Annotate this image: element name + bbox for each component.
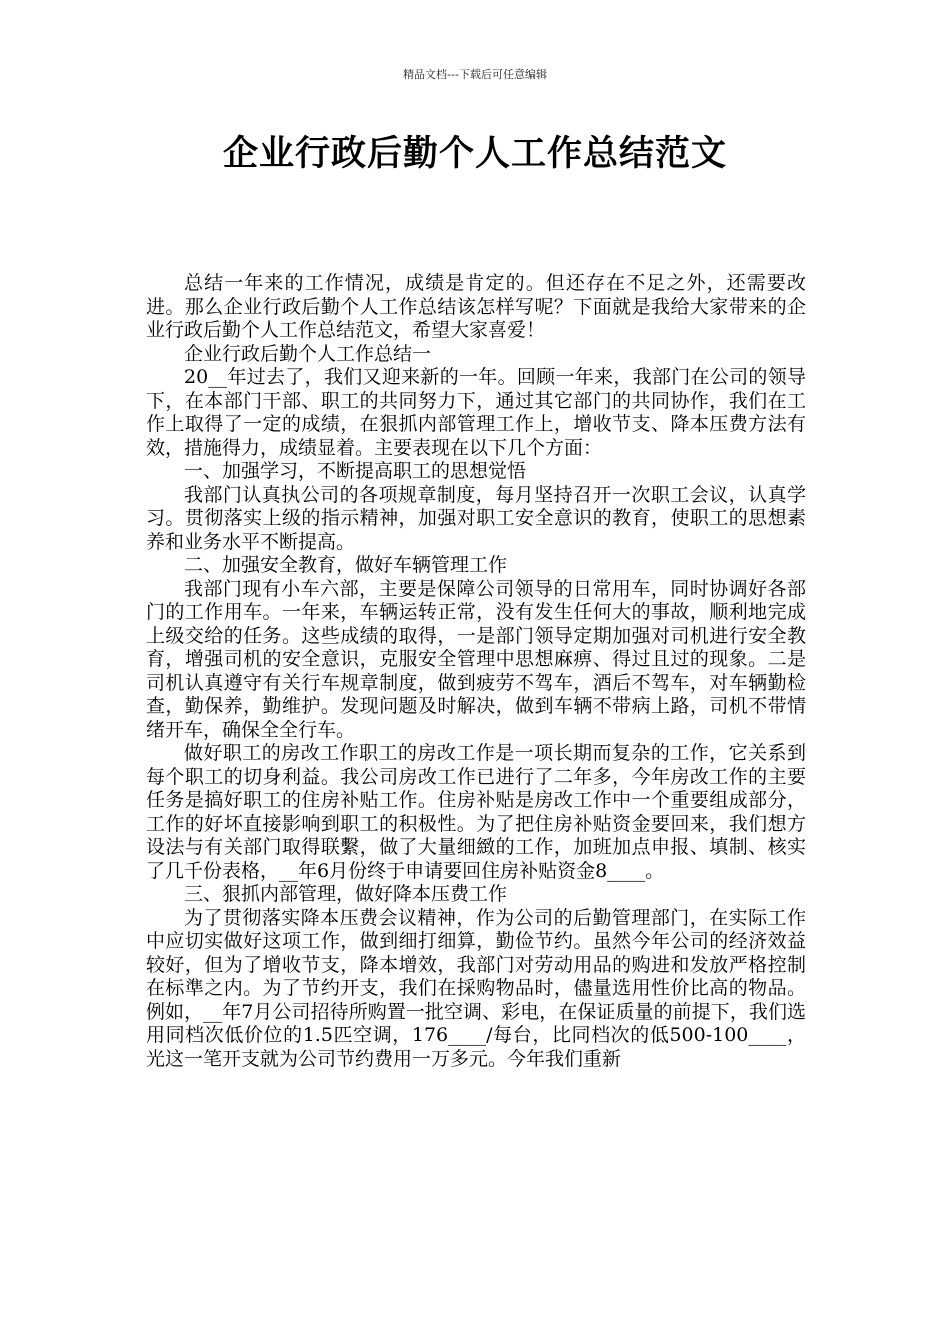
section-heading: 企业行政后勤个人工作总结一 <box>184 342 432 365</box>
body-paragraph: 20__年过去了，我们又迎来新的一年。回顾一年来，我部门在公司的领导下，在本部门干部、职工的共同努力下，通过其它部门的共同协作，我们在工作上取得了一定的成绩，在狠抓内部管理工作上，增收节支、降本压费方法有效，措施得力，成绩显着。主要表现在以下几个方面： <box>146 366 806 459</box>
document-title: 企业行政后勤个人工作总结范文 <box>222 134 727 174</box>
section-heading: 三、狠抓内部管理，做好降本压费工作 <box>184 883 508 905</box>
intro-paragraph: 总结一年来的工作情况，成绩是肯定的。但还存在不足之外，还需要改进。那么企业行政后勤个人工作总结该怎样写呢？下面就是我给大家带来的企业行政后勤个人工作总结范文，希望大家喜爱！ <box>146 272 806 341</box>
page-header: 精品文档---下载后可任意编辑 <box>403 68 547 81</box>
body-paragraph: 做好职工的房改工作职工的房改工作是一项长期而复杂的工作，它关系到每个职工的切身利益。我公司房改工作已进行了二年多，今年房改工作的主要任务是搞好职工的住房补贴工作。住房补贴是房改工作中一个重要组成部分，工作的好坏直接影响到职工的积极性。为了把住房补贴资金要回来，我们想方设法与有关部门取得联繫，做了大量细緻的工作，加班加点申报、填制、核实了几千份表格，__年6月份终于申请要回住房补贴资金8____。 <box>146 742 806 882</box>
section-heading: 二、加强安全教育，做好车辆管理工作 <box>184 554 508 576</box>
body-paragraph: 我部门认真执公司的各项规章制度，每月坚持召开一次职工会议，认真学习。贯彻落实上级的指示精神，加强对职工安全意识的教育，使职工的思想素养和业务水平不断提高。 <box>146 483 806 553</box>
body-paragraph: 我部门现有小车六部，主要是保障公司领导的日常用车，同时协调好各部门的工作用车。一年来，车辆运转正常，没有发生任何大的事故，顺利地完成上级交给的任务。这些成绩的取得，一是部门领导定期加强对司机进行安全教育，增强司机的安全意识，克服安全管理中思想麻痹、得过且过的现象。二是司机认真遵守有关行车规章制度，做到疲劳不驾车，酒后不驾车，对车辆勤检查，勤保养，勤维护。发现问题及时解决，做到车辆不带病上路，司机不带情绪开车，确保全全行车。 <box>146 577 806 741</box>
document-body <box>146 272 806 1071</box>
body-paragraph: 为了贯彻落实降本压费会议精神，作为公司的后勤管理部门，在实际工作中应切实做好这项工作，做到细打细算，勤俭节约。虽然今年公司的经济效益较好，但为了增收节支，降本增效，我部门对劳动用品的购进和发放严格控制在标準之内。为了节约开支，我们在採购物品时，儘量选用性价比高的物品。例如，__年7月公司招待所购置一批空调、彩电，在保证质量的前提下，我们选用同档次低价位的1.5匹空调，176____/每台，比同档次的低500-100____，光这一笔开支就为公司节约费用一万多元。今年我们重新 <box>146 906 806 1070</box>
section-heading: 一、加强学习，不断提高职工的思想觉悟 <box>184 460 527 482</box>
